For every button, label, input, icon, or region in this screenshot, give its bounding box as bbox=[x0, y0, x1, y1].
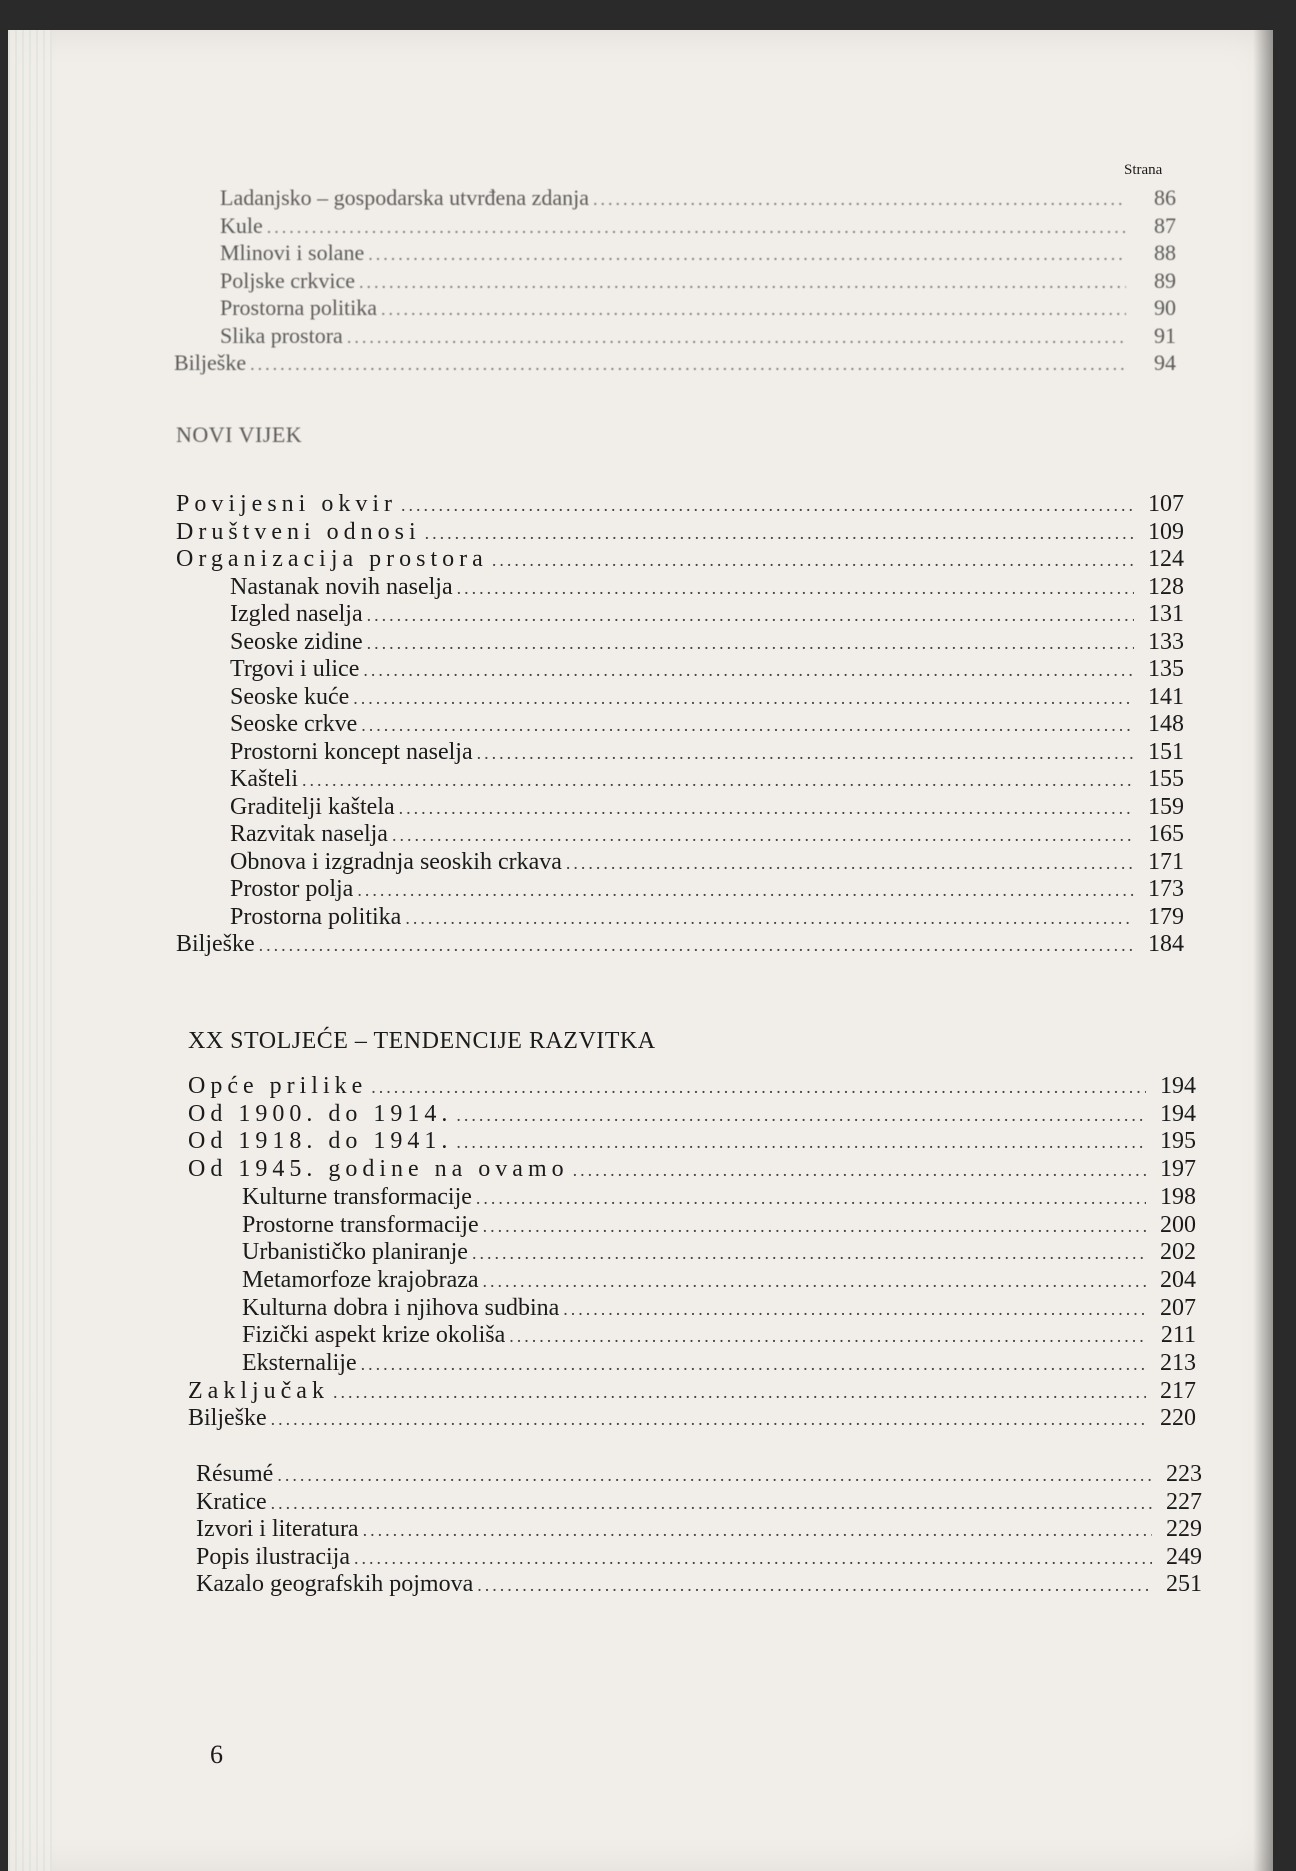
toc-entry-label: Prostorna politika bbox=[230, 903, 402, 930]
toc-entry-label: Opće prilike bbox=[188, 1073, 368, 1099]
section-title-xx-stoljece: XX STOLJEĆE – TENDENCIJE RAZVITKA bbox=[188, 1028, 656, 1054]
toc-entry-page: 220 bbox=[1160, 1405, 1196, 1432]
toc-entry-label: Kulturne transformacije bbox=[242, 1183, 472, 1210]
toc-entry-page: 141 bbox=[1148, 683, 1184, 710]
toc-entry-page: 249 bbox=[1166, 1543, 1202, 1570]
toc-entry bbox=[196, 1460, 1202, 1488]
toc-entry-page: 88 bbox=[1154, 240, 1176, 265]
toc-entry-page: 94 bbox=[1154, 350, 1176, 375]
toc-leader-dots bbox=[477, 739, 1134, 767]
toc-entry bbox=[188, 1127, 1196, 1155]
toc-leader-dots bbox=[456, 1101, 1146, 1129]
toc-entry-page: 90 bbox=[1154, 295, 1176, 320]
toc-leader-dots bbox=[250, 350, 1126, 378]
toc-entry-label: Mlinovi i solane bbox=[220, 240, 365, 265]
toc-entry-page: 229 bbox=[1166, 1516, 1202, 1542]
toc-entry-label: Od 1918. do 1941. bbox=[188, 1128, 453, 1155]
toc-leader-dots bbox=[367, 601, 1134, 629]
toc-entry-page: 173 bbox=[1148, 876, 1184, 902]
toc-leader-dots bbox=[354, 1544, 1152, 1572]
toc-leader-dots bbox=[359, 268, 1126, 296]
toc-entry-page: 251 bbox=[1166, 1571, 1202, 1597]
toc-leader-dots bbox=[333, 1378, 1146, 1406]
toc-entry-page: 207 bbox=[1160, 1294, 1196, 1321]
toc-entry-label: Bilješke bbox=[188, 1405, 267, 1432]
toc-entry-page: 217 bbox=[1160, 1377, 1196, 1404]
toc-leader-dots bbox=[363, 1516, 1152, 1544]
toc-entry bbox=[230, 848, 1184, 876]
toc-entry-page: 131 bbox=[1148, 601, 1184, 627]
toc-entry-label: Nastanak novih naselja bbox=[230, 573, 453, 600]
toc-entry-label: Seoske zidine bbox=[230, 628, 363, 655]
toc-entry-label: Razvitak naselja bbox=[230, 821, 388, 847]
toc-entry bbox=[196, 1488, 1202, 1516]
toc-entry-page: 198 bbox=[1160, 1183, 1196, 1210]
toc-entry-page: 109 bbox=[1148, 518, 1184, 545]
section-title-novi-vijek: NOVI VIJEK bbox=[176, 422, 303, 447]
toc-entry-label: Résumé bbox=[196, 1461, 274, 1487]
toc-entry-label: Od 1900. do 1914. bbox=[188, 1100, 453, 1127]
toc-entry-page: 213 bbox=[1160, 1350, 1196, 1376]
toc-entry-page: 124 bbox=[1148, 546, 1184, 572]
toc-leader-dots bbox=[392, 821, 1134, 849]
toc-leader-dots bbox=[483, 1212, 1146, 1240]
toc-leader-dots bbox=[509, 1322, 1146, 1350]
toc-entry-page: 202 bbox=[1160, 1239, 1196, 1266]
toc-leader-dots bbox=[456, 1128, 1146, 1156]
toc-entry bbox=[230, 573, 1184, 601]
toc-entry bbox=[230, 765, 1184, 793]
toc-leader-dots bbox=[492, 546, 1134, 574]
toc-entry-page: 184 bbox=[1148, 931, 1184, 957]
toc-entry-page: 91 bbox=[1154, 322, 1176, 348]
toc-leader-dots bbox=[367, 629, 1134, 657]
toc-entry-label: Bilješke bbox=[174, 350, 247, 375]
toc-entry-page: 195 bbox=[1160, 1128, 1196, 1155]
toc-entry-label: Ladanjsko – gospodarska utvrđena zdanja bbox=[220, 185, 589, 210]
toc-leader-dots bbox=[347, 323, 1126, 351]
toc-entry-label: Organizacija prostora bbox=[176, 546, 488, 572]
toc-entry-label: Društveni odnosi bbox=[176, 518, 421, 545]
strana-label: Strana bbox=[1124, 162, 1163, 178]
toc-leader-dots bbox=[361, 1350, 1146, 1378]
toc-entry bbox=[220, 212, 1176, 240]
toc-entry bbox=[220, 184, 1176, 212]
toc-entry-page: 194 bbox=[1160, 1100, 1196, 1127]
toc-entry-page: 135 bbox=[1148, 656, 1184, 682]
toc-entry-label: Kazalo geografskih pojmova bbox=[196, 1571, 474, 1597]
toc-entry bbox=[176, 930, 1184, 958]
toc-entry-label: Urbanističko planiranje bbox=[242, 1239, 468, 1266]
toc-entry bbox=[242, 1294, 1196, 1322]
toc-entry-label: Prostor polja bbox=[230, 876, 354, 902]
toc-entry-label: Od 1945. godine na ovamo bbox=[188, 1156, 569, 1183]
toc-entry bbox=[196, 1543, 1202, 1571]
toc-entry-label: Eksternalije bbox=[242, 1350, 357, 1376]
toc-leader-dots bbox=[457, 574, 1134, 602]
toc-entry bbox=[242, 1211, 1196, 1239]
toc-entry bbox=[242, 1266, 1196, 1294]
toc-entry-page: 159 bbox=[1148, 793, 1184, 820]
toc-entry-page: 197 bbox=[1160, 1156, 1196, 1183]
toc-entry bbox=[176, 518, 1184, 546]
toc-entry bbox=[230, 793, 1184, 821]
toc-entry bbox=[196, 1570, 1202, 1598]
toc-entry-label: Seoske crkve bbox=[230, 711, 358, 737]
toc-entry bbox=[230, 738, 1184, 766]
toc-leader-dots bbox=[271, 1489, 1152, 1517]
toc-leader-dots bbox=[259, 931, 1134, 959]
toc-entry-page: 86 bbox=[1154, 185, 1176, 210]
toc-entry-page: 165 bbox=[1148, 821, 1184, 847]
toc-entry-label: Bilješke bbox=[176, 931, 255, 957]
toc-leader-dots bbox=[302, 766, 1134, 794]
toc-entry-label: Fizički aspekt krize okoliša bbox=[242, 1322, 506, 1349]
toc-entry bbox=[242, 1183, 1196, 1211]
toc-entry bbox=[176, 545, 1184, 573]
toc-leader-dots bbox=[368, 240, 1126, 268]
toc-entry-label: Izvori i literatura bbox=[196, 1516, 359, 1542]
toc-entry-page: 155 bbox=[1148, 766, 1184, 792]
toc-entry-label: Prostorne transformacije bbox=[242, 1211, 479, 1238]
toc-entry-label: Obnova i izgradnja seoskih crkava bbox=[230, 848, 562, 875]
toc-entry bbox=[188, 1377, 1196, 1405]
toc-entry-label: Slika prostora bbox=[220, 322, 343, 348]
book-page bbox=[8, 30, 1273, 1871]
toc-entry-label: Povijesni okvir bbox=[176, 491, 398, 517]
toc-entry-page: 148 bbox=[1148, 711, 1184, 737]
toc-entry bbox=[242, 1238, 1196, 1266]
toc-entry bbox=[188, 1100, 1196, 1128]
toc-entry-page: 223 bbox=[1166, 1461, 1202, 1487]
toc-leader-dots bbox=[357, 876, 1134, 904]
toc-leader-dots bbox=[277, 1461, 1152, 1489]
toc-leader-dots bbox=[361, 711, 1134, 739]
toc-entry bbox=[176, 490, 1184, 518]
toc-entry-label: Kule bbox=[220, 212, 263, 238]
toc-entry bbox=[188, 1072, 1196, 1100]
toc-entry bbox=[242, 1321, 1196, 1349]
toc-entry-page: 211 bbox=[1160, 1322, 1196, 1349]
toc-entry-label: Graditelji kaštela bbox=[230, 793, 395, 820]
toc-entry bbox=[174, 349, 1176, 377]
toc-leader-dots bbox=[563, 1295, 1146, 1323]
toc-entry bbox=[230, 683, 1184, 711]
toc-entry-label: Kašteli bbox=[230, 766, 298, 792]
toc-entry-page: 87 bbox=[1154, 212, 1176, 238]
toc-leader-dots bbox=[363, 656, 1134, 684]
toc-leader-dots bbox=[371, 1073, 1146, 1101]
toc-leader-dots bbox=[425, 519, 1134, 547]
toc-leader-dots bbox=[566, 849, 1134, 877]
toc-entry-page: 194 bbox=[1160, 1073, 1196, 1099]
toc-entry-page: 128 bbox=[1148, 573, 1184, 600]
toc-entry bbox=[230, 820, 1184, 848]
toc-entry bbox=[220, 294, 1176, 322]
toc-entry-label: Prostorna politika bbox=[220, 295, 378, 320]
toc-entry-label: Kulturna dobra i njihova sudbina bbox=[242, 1294, 560, 1321]
toc-leader-dots bbox=[353, 684, 1134, 712]
toc-entry bbox=[220, 322, 1176, 350]
toc-entry-page: 89 bbox=[1154, 267, 1176, 293]
toc-entry-label: Popis ilustracija bbox=[196, 1543, 350, 1570]
page-edge-left bbox=[8, 30, 52, 1871]
toc-leader-dots bbox=[271, 1405, 1146, 1433]
toc-entry-page: 227 bbox=[1166, 1488, 1202, 1515]
toc-leader-dots bbox=[267, 213, 1126, 241]
toc-entry bbox=[196, 1515, 1202, 1543]
toc-entry-label: Metamorfoze krajobraza bbox=[242, 1266, 479, 1293]
toc-entry-page: 133 bbox=[1148, 628, 1184, 655]
toc-entry bbox=[242, 1349, 1196, 1377]
toc-leader-dots bbox=[573, 1156, 1146, 1184]
toc-entry-page: 171 bbox=[1148, 848, 1184, 875]
toc-entry bbox=[230, 710, 1184, 738]
toc-leader-dots bbox=[476, 1184, 1146, 1212]
toc-entry-page: 204 bbox=[1160, 1266, 1196, 1293]
toc-entry-page: 107 bbox=[1148, 491, 1184, 517]
toc-entry-page: 151 bbox=[1148, 738, 1184, 765]
toc-entry-page: 200 bbox=[1160, 1211, 1196, 1238]
page-edge-right bbox=[1253, 30, 1273, 1871]
toc-entry bbox=[230, 655, 1184, 683]
toc-entry bbox=[220, 239, 1176, 267]
toc-entry-label: Poljske crkvice bbox=[220, 267, 356, 293]
toc-entry-label: Zaključak bbox=[188, 1377, 329, 1404]
toc-entry-label: Kratice bbox=[196, 1488, 267, 1515]
toc-leader-dots bbox=[593, 185, 1126, 213]
toc-entry bbox=[230, 600, 1184, 628]
toc-leader-dots bbox=[399, 794, 1134, 822]
toc-leader-dots bbox=[477, 1571, 1152, 1599]
toc-entry bbox=[230, 875, 1184, 903]
toc-entry bbox=[230, 903, 1184, 931]
toc-leader-dots bbox=[381, 295, 1126, 323]
toc-entry-label: Trgovi i ulice bbox=[230, 656, 360, 682]
page-number: 6 bbox=[210, 1740, 223, 1769]
toc-entry-label: Seoske kuće bbox=[230, 683, 350, 710]
toc-entry bbox=[220, 267, 1176, 295]
toc-entry bbox=[230, 628, 1184, 656]
toc-entry bbox=[188, 1155, 1196, 1183]
toc-entry-page: 179 bbox=[1148, 903, 1184, 930]
toc-entry bbox=[188, 1404, 1196, 1432]
toc-leader-dots bbox=[472, 1239, 1146, 1267]
toc-leader-dots bbox=[483, 1267, 1146, 1295]
toc-entry-label: Izgled naselja bbox=[230, 601, 363, 627]
toc-leader-dots bbox=[401, 491, 1134, 519]
toc-entry-label: Prostorni koncept naselja bbox=[230, 738, 473, 765]
toc-leader-dots bbox=[405, 904, 1134, 932]
